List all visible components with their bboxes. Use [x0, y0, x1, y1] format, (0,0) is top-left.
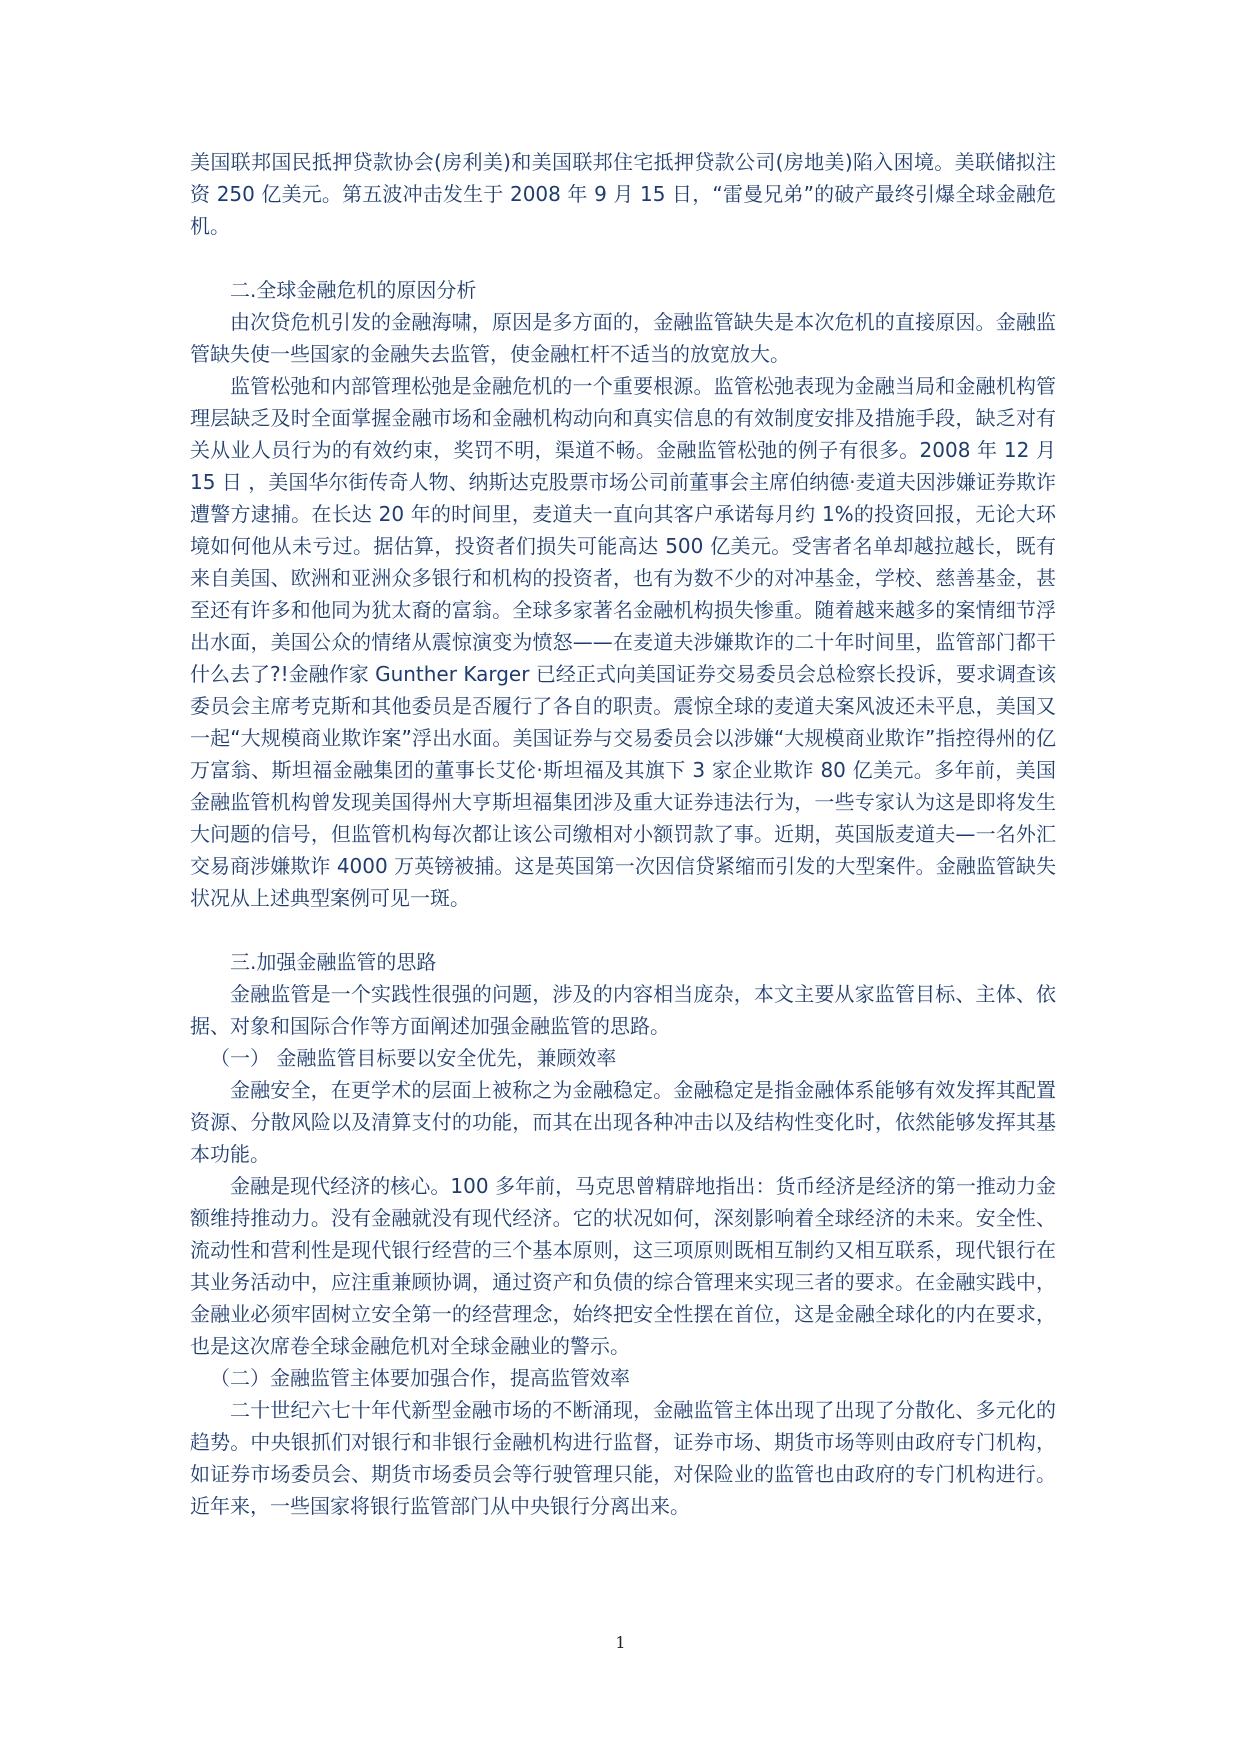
spacer	[190, 242, 1056, 274]
sub-heading-2: （二）金融监管主体要加强合作，提高监管效率	[210, 1366, 630, 1390]
page-number: 1	[615, 1633, 626, 1652]
body-paragraph: 金融监管是一个实践性很强的问题，涉及的内容相当庞杂，本文主要从家监管目标、主体、依据、对象和国际合作等方面阐述加强金融监管的思路。	[190, 982, 1056, 1038]
section-heading-2: 二.全球金融危机的原因分析	[230, 278, 477, 302]
sub-heading-1: （一） 金融监管目标要以安全优先，兼顾效率	[210, 1046, 617, 1070]
document-body	[190, 146, 1056, 1522]
body-paragraph: 二十世纪六七十年代新型金融市场的不断涌现，金融监管主体出现了出现了分散化、多元化的趋势。中央银抓们对银行和非银行金融机构进行监督，证券市场、期货市场等则由政府专门机构，如证券市场委员会、期货市场委员会等行驶管理只能，对保险业的监管也由政府的专门机构进行。近年来，一些国家将银行监管部门从中央银行分离出来。	[190, 1398, 1056, 1518]
body-paragraph: 金融安全，在更学术的层面上被称之为金融稳定。金融稳定是指金融体系能够有效发挥其配置资源、分散风险以及清算支付的功能，而其在出现各种冲击以及结构性变化时，依然能够发挥其基本功能。	[190, 1078, 1056, 1166]
body-paragraph: 金融是现代经济的核心。100 多年前，马克思曾精辟地指出：货币经济是经济的第一推动力金额维持推动力。没有金融就没有现代经济。它的状况如何，深刻影响着全球经济的未来。安全性、流动性和营利性是现代银行经营的三个基本原则，这三项原则既相互制约又相互联系，现代银行在其业务活动中，应注重兼顾协调，通过资产和负债的综合管理来实现三者的要求。在金融实践中，金融业必须牢固树立安全第一的经营理念，始终把安全性摆在首位，这是金融全球化的内在要求，也是这次席卷全球金融危机对全球金融业的警示。	[190, 1174, 1056, 1358]
section-heading-3: 三.加强金融监管的思路	[230, 950, 437, 974]
body-paragraph: 由次贷危机引发的金融海啸，原因是多方面的，金融监管缺失是本次危机的直接原因。金融监管缺失使一些国家的金融失去监管，使金融杠杆不适当的放宽放大。	[190, 310, 1056, 366]
intro-paragraph: 美国联邦国民抵押贷款协会(房利美)和美国联邦住宅抵押贷款公司(房地美)陷入困境。美联储拟注资 250 亿美元。第五波冲击发生于 2008 年 9 月 15 日，“雷曼兄弟”的破产最终引爆全球金融危机。	[190, 150, 1056, 238]
spacer	[190, 914, 1056, 946]
body-paragraph: 监管松弛和内部管理松弛是金融危机的一个重要根源。监管松弛表现为金融当局和金融机构管理层缺乏及时全面掌握金融市场和金融机构动向和真实信息的有效制度安排及措施手段，缺乏对有关从业人员行为的有效约束，奖罚不明，渠道不畅。金融监管松弛的例子有很多。2008 年 12 月 15 日 ，美国华尔街传奇人物、纳斯达克股票市场公司前董事会主席伯纳德·麦道夫因涉嫌证券欺诈遭警方逮捕。在长达 20 年的时间里，麦道夫一直向其客户承诺每月约 1%的投资回报，无论大环境如何他从未亏过。据估算，投资者们损失可能高达 500 亿美元。受害者名单却越拉越长，既有来自美国、欧洲和亚洲众多银行和机构的投资者，也有为数不少的对冲基金，学校、慈善基金，甚至还有许多和他同为犹太裔的富翁。全球多家著名金融机构损失惨重。随着越来越多的案情细节浮出水面，美国公众的情绪从震惊演变为愤怒——在麦道夫涉嫌欺诈的二十年时间里，监管部门都干什么去了?!金融作家 Gunther Karger 已经正式向美国证券交易委员会总检察长投诉，要求调查该委员会主席考克斯和其他委员是否履行了各自的职责。震惊全球的麦道夫案风波还未平息，美国又一起“大规模商业欺诈案”浮出水面。美国证券与交易委员会以涉嫌“大规模商业欺诈”指控得州的亿万富翁、斯坦福金融集团的董事长艾伦·斯坦福及其旗下 3 家企业欺诈 80 亿美元。多年前，美国金融监管机构曾发现美国得州大亨斯坦福集团涉及重大证券违法行为，一些专家认为这是即将发生大问题的信号，但监管机构每次都让该公司缴相对小额罚款了事。近期，英国版麦道夫—一名外汇交易商涉嫌欺诈 4000 万英镑被捕。这是英国第一次因信贷紧缩而引发的大型案件。金融监管缺失状况从上述典型案例可见一斑。	[190, 374, 1056, 910]
